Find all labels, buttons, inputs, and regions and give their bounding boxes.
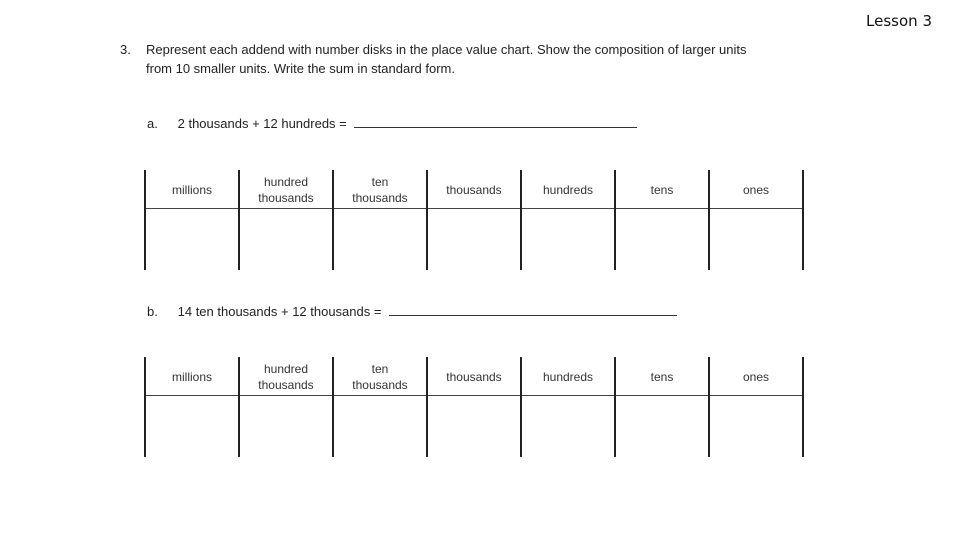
chart-a-column-ten-thousands: [332, 170, 426, 270]
chart-a-column-ones: [708, 170, 804, 270]
chart-a-header-ones: ones: [710, 170, 802, 209]
chart-a-header-hundred-thousands: hundred thousands: [240, 170, 332, 209]
chart-a-column-hundred-thousands: [238, 170, 332, 270]
chart-a-column-hundreds: [520, 170, 614, 270]
chart-b-column-ones: [708, 357, 804, 457]
chart-b-header-hundred-thousands: hundred thousands: [240, 357, 332, 396]
chart-b-cell-tens[interactable]: [616, 396, 708, 456]
chart-a-cell-millions[interactable]: [146, 209, 238, 269]
chart-a-cell-thousands[interactable]: [428, 209, 520, 269]
chart-b-column-tens: [614, 357, 708, 457]
instruction-line-1: Represent each addend with number disks in the place value chart. Show the composition of larger units: [146, 42, 747, 57]
place-value-chart-b: [144, 357, 804, 457]
chart-b-column-millions: [144, 357, 238, 457]
chart-a-column-tens: [614, 170, 708, 270]
chart-a-column-millions: [144, 170, 238, 270]
chart-a-header-ten-thousands: ten thousands: [334, 170, 426, 209]
part-b: [147, 304, 677, 319]
chart-a-cell-hundred-thousands[interactable]: [240, 209, 332, 269]
part-a-expression: 2 thousands + 12 hundreds =: [177, 116, 347, 131]
chart-b-header-hundreds: hundreds: [522, 357, 614, 396]
chart-b-header-thousands: thousands: [428, 357, 520, 396]
chart-b-cell-hundred-thousands[interactable]: [240, 396, 332, 456]
part-a: [147, 116, 637, 131]
part-b-expression: 14 ten thousands + 12 thousands =: [177, 304, 382, 319]
chart-a-cell-hundreds[interactable]: [522, 209, 614, 269]
chart-a-header-tens: tens: [616, 170, 708, 209]
instruction-line-2: from 10 smaller units. Write the sum in standard form.: [146, 61, 455, 76]
chart-a-header-hundreds: hundreds: [522, 170, 614, 209]
chart-b-column-thousands: [426, 357, 520, 457]
chart-a-header-thousands: thousands: [428, 170, 520, 209]
place-value-chart-a: [144, 170, 804, 270]
part-b-letter: b.: [147, 304, 158, 319]
chart-b-cell-millions[interactable]: [146, 396, 238, 456]
chart-a-column-thousands: [426, 170, 520, 270]
chart-b-header-tens: tens: [616, 357, 708, 396]
chart-b-header-ten-thousands: ten thousands: [334, 357, 426, 396]
chart-b-header-ones: ones: [710, 357, 802, 396]
chart-b-cell-ten-thousands[interactable]: [334, 396, 426, 456]
part-a-letter: a.: [147, 116, 158, 131]
chart-a-cell-ten-thousands[interactable]: [334, 209, 426, 269]
lesson-label: Lesson 3: [866, 12, 932, 30]
problem-instruction: [146, 40, 820, 78]
chart-b-header-millions: millions: [146, 357, 238, 396]
problem-3: [120, 40, 820, 78]
chart-b-cell-thousands[interactable]: [428, 396, 520, 456]
chart-b-cell-hundreds[interactable]: [522, 396, 614, 456]
chart-a-cell-tens[interactable]: [616, 209, 708, 269]
problem-number: 3.: [120, 42, 131, 57]
chart-b-column-hundred-thousands: [238, 357, 332, 457]
chart-b-column-hundreds: [520, 357, 614, 457]
chart-a-cell-ones[interactable]: [710, 209, 802, 269]
part-b-answer-blank[interactable]: [389, 314, 677, 316]
part-a-answer-blank[interactable]: [354, 126, 637, 128]
chart-a-header-millions: millions: [146, 170, 238, 209]
chart-b-column-ten-thousands: [332, 357, 426, 457]
chart-b-cell-ones[interactable]: [710, 396, 802, 456]
